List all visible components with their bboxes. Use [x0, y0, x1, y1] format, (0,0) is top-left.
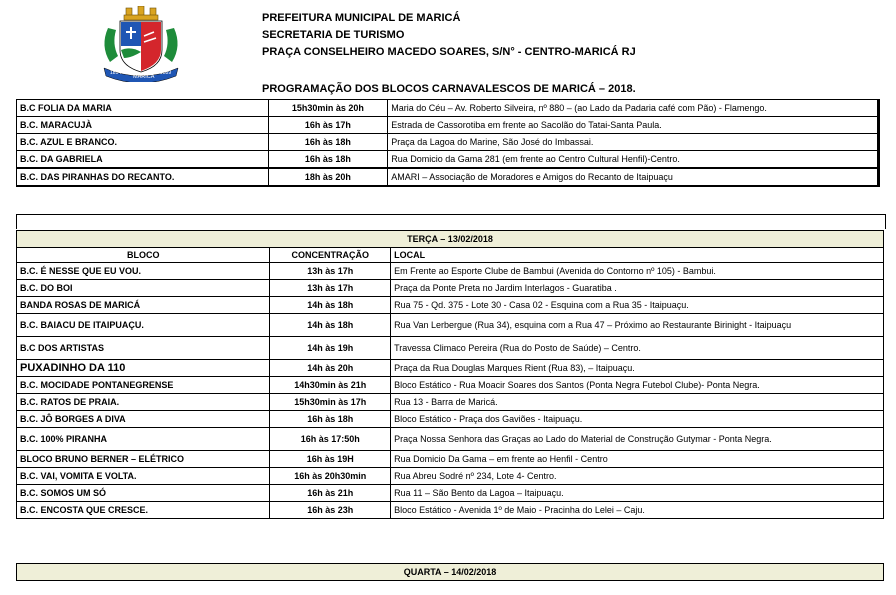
bloco-time: 18h às 20h: [268, 168, 388, 186]
bloco-place: Praça da Ponte Preta no Jardim Interlagos - Guaratiba .: [391, 280, 884, 297]
document-title: PROGRAMAÇÃO DOS BLOCOS CARNAVALESCOS DE MARICÁ – 2018.: [262, 83, 636, 95]
bloco-time: 15h30min às 17h: [270, 394, 391, 411]
day-label: QUARTA – 14/02/2018: [17, 564, 884, 581]
bloco-name: BLOCO BRUNO BERNER – ELÉTRICO: [17, 451, 270, 468]
day-label: TERÇA – 13/02/2018: [17, 231, 884, 248]
bloco-place: Travessa Climaco Pereira (Rua do Posto de Saúde) – Centro.: [391, 337, 884, 360]
bloco-place: Praça da Rua Douglas Marques Rient (Rua 83), – Itaipuaçu.: [391, 360, 884, 377]
table-row: [17, 485, 884, 502]
bloco-time: 13h às 17h: [270, 280, 391, 297]
table-row: [17, 280, 884, 297]
bloco-name: B.C FOLIA DA MARIA: [17, 100, 269, 117]
crest-year-right: 1889: [160, 70, 172, 76]
table-row: [17, 411, 884, 428]
table-row: [17, 117, 879, 134]
bloco-place: Praça da Lagoa do Marine, São José do Imbassai.: [388, 134, 879, 151]
bloco-name: B.C. VAI, VOMITA E VOLTA.: [17, 468, 270, 485]
bloco-place: Rua 75 - Qd. 375 - Lote 30 - Casa 02 - Esquina com a Rua 35 - Itaipuaçu.: [391, 297, 884, 314]
table-row: [17, 502, 884, 519]
bloco-name: B.C. DO BOI: [17, 280, 270, 297]
bloco-time: 16h às 20h30min: [270, 468, 391, 485]
crest-year-left: 1814: [110, 70, 122, 76]
bloco-name: B.C. BAIACU DE ITAIPUAÇU.: [17, 314, 270, 337]
table-top-spacer: [16, 214, 886, 229]
bloco-name: B.C. DA GABRIELA: [17, 151, 269, 169]
institution-address: PRAÇA CONSELHEIRO MACEDO SOARES, S/N° - CENTRO-MARICÁ RJ: [262, 46, 636, 58]
table-row: [17, 468, 884, 485]
bloco-name: B.C. ENCOSTA QUE CRESCE.: [17, 502, 270, 519]
table-row: [17, 100, 879, 117]
bloco-time: 14h às 19h: [270, 337, 391, 360]
column-header-row: [17, 248, 884, 263]
bloco-place: Rua Van Lerbergue (Rua 34), esquina com a Rua 47 – Próximo ao Restaurante Birinight - Itaipuaçu: [391, 314, 884, 337]
bloco-time: 14h às 18h: [270, 314, 391, 337]
day-header-row: [17, 564, 884, 581]
bloco-place: Rua Domicio Da Gama – em frente ao Henfil - Centro: [391, 451, 884, 468]
table-row: [17, 451, 884, 468]
bloco-time: 14h às 20h: [270, 360, 391, 377]
bloco-name: B.C. 100% PIRANHA: [17, 428, 270, 451]
bloco-name: BANDA ROSAS DE MARICÁ: [17, 297, 270, 314]
table-row: [17, 394, 884, 411]
bloco-place: Praça Nossa Senhora das Graças ao Lado do Material de Construção Gutymar - Ponta Negra.: [391, 428, 884, 451]
table-row: [17, 134, 879, 151]
bloco-time: 16h às 19H: [270, 451, 391, 468]
bloco-name: B.C. É NESSE QUE EU VOU.: [17, 263, 270, 280]
column-header-local: LOCAL: [391, 248, 884, 263]
bloco-time: 16h às 17:50h: [270, 428, 391, 451]
bloco-time: 15h30min às 20h: [268, 100, 388, 117]
bloco-name: PUXADINHO DA 110: [17, 360, 270, 377]
bloco-place: Bloco Estático - Avenida 1º de Maio - Pracinha do Lelei – Caju.: [391, 502, 884, 519]
bloco-place: Em Frente ao Esporte Clube de Bambui (Avenida do Contorno nº 105) - Bambui.: [391, 263, 884, 280]
table-row: [17, 151, 879, 169]
bloco-name: B.C. AZUL E BRANCO.: [17, 134, 269, 151]
bloco-place: Rua Domicio da Gama 281 (em frente ao Centro Cultural Henfil)-Centro.: [388, 151, 879, 169]
bloco-place: AMARI – Associação de Moradores e Amigos do Recanto de Itaipuaçu: [388, 168, 879, 186]
crest-banner-text: MARICÁ: [133, 74, 155, 80]
document-header: [0, 0, 896, 100]
bloco-place: Bloco Estático - Rua Moacir Soares dos Santos (Ponta Negra Futebol Clube)- Ponta Negra.: [391, 377, 884, 394]
table-row: [17, 377, 884, 394]
table-row: [17, 168, 879, 186]
bloco-name: B.C. MARACUJÀ: [17, 117, 269, 134]
institution-name: PREFEITURA MUNICIPAL DE MARICÁ: [262, 12, 461, 24]
bloco-time: 16h às 18h: [268, 151, 388, 169]
bloco-name: B.C. RATOS DE PRAIA.: [17, 394, 270, 411]
bloco-name: B.C. MOCIDADE PONTANEGRENSE: [17, 377, 270, 394]
bloco-place: Maria do Céu – Av. Roberto Silveira, nº 880 – (ao Lado da Padaria café com Pão) - Flamengo.: [388, 100, 879, 117]
table-row: [17, 360, 884, 377]
day-header-row: [17, 231, 884, 248]
bloco-time: 16h às 17h: [268, 117, 388, 134]
bloco-name: B.C. JÔ BORGES A DIVA: [17, 411, 270, 428]
marica-coat-of-arms-icon: [96, 6, 186, 82]
bloco-place: Rua 11 – São Bento da Lagoa – Itaipuaçu.: [391, 485, 884, 502]
table-row: [17, 428, 884, 451]
bloco-name: B.C. DAS PIRANHAS DO RECANTO.: [17, 168, 269, 186]
column-header-concentracao: CONCENTRAÇÃO: [270, 248, 391, 263]
bloco-name: B.C. SOMOS UM SÓ: [17, 485, 270, 502]
bloco-time: 14h às 18h: [270, 297, 391, 314]
table-row: [17, 263, 884, 280]
bloco-time: 14h30min às 21h: [270, 377, 391, 394]
bloco-time: 16h às 23h: [270, 502, 391, 519]
table-row: [17, 297, 884, 314]
bloco-name: B.C DOS ARTISTAS: [17, 337, 270, 360]
quarta-schedule-table: [16, 563, 884, 581]
bloco-time: 16h às 21h: [270, 485, 391, 502]
table-row: [17, 314, 884, 337]
secretariat-name: SECRETARIA DE TURISMO: [262, 29, 405, 41]
terca-schedule-table: [16, 230, 884, 519]
bloco-place: Rua Abreu Sodré nº 234, Lote 4- Centro.: [391, 468, 884, 485]
bloco-place: Estrada de Cassorotiba em frente ao Sacolão do Tatai-Santa Paula.: [388, 117, 879, 134]
first-schedule-table: [16, 99, 880, 187]
bloco-place: Bloco Estático - Praça dos Gaviões - Itaipuaçu.: [391, 411, 884, 428]
bloco-place: Rua 13 - Barra de Maricá.: [391, 394, 884, 411]
table-row: [17, 337, 884, 360]
bloco-time: 13h às 17h: [270, 263, 391, 280]
column-header-bloco: BLOCO: [17, 248, 270, 263]
bloco-time: 16h às 18h: [270, 411, 391, 428]
institution-block: [262, 10, 636, 61]
bloco-time: 16h às 18h: [268, 134, 388, 151]
